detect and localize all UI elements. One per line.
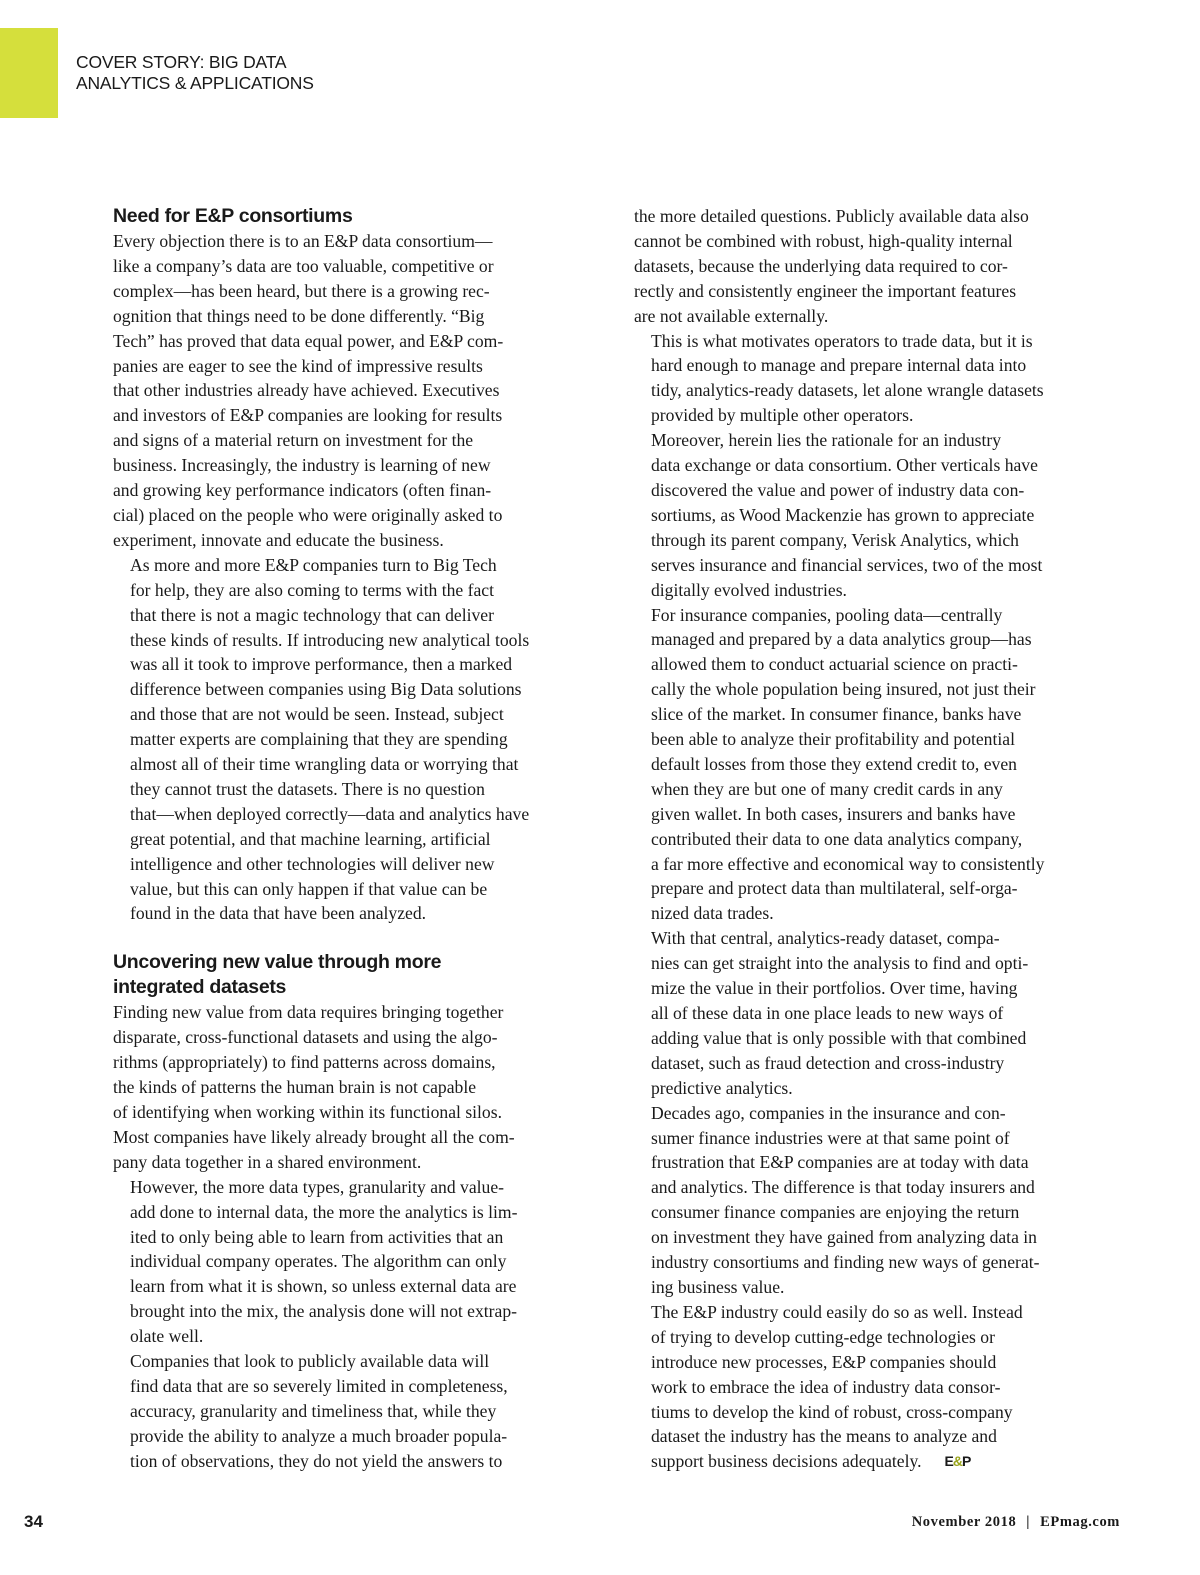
section-kicker-line-2: ANALYTICS & APPLICATIONS — [76, 73, 314, 93]
text-line: data exchange or data consortium. Other verticals have — [651, 455, 1038, 476]
text-line: and signs of a material return on investment for the — [113, 430, 474, 451]
paragraph — [634, 329, 1128, 429]
text-line: However, the more data types, granularity and value- — [130, 1176, 504, 1197]
text-line-with-end-mark — [634, 1449, 1128, 1474]
logo-letter: E — [944, 1453, 953, 1470]
section-color-tab — [0, 28, 58, 118]
text-line: dataset the industry has the means to analyze and — [651, 1426, 997, 1447]
text-line: discovered the value and power of industry data con- — [651, 479, 1025, 500]
paragraph — [634, 603, 1128, 927]
text-line: rithms (appropriately) to find patterns across domains, — [113, 1052, 496, 1073]
text-line: pany data together in a shared environment. — [113, 1151, 422, 1172]
text-line: serves insurance and financial services, two of the most — [651, 554, 1043, 575]
paragraph-final — [634, 1300, 1128, 1474]
text-line: these kinds of results. If introducing new analytical tools — [130, 629, 530, 650]
text-line: sumer finance industries were at that same point of — [651, 1127, 1010, 1148]
text-line: when they are but one of many credit cards in any — [651, 778, 1003, 799]
text-line: matter experts are complaining that they are spending — [130, 729, 508, 750]
text-line: industry consortiums and finding new ways of generat- — [651, 1252, 1040, 1273]
text-line: and growing key performance indicators (often finan- — [113, 480, 492, 501]
text-line: accuracy, granularity and timeliness that, while they — [130, 1400, 497, 1421]
text-line: disparate, cross-functional datasets and using the algo- — [113, 1027, 498, 1048]
text-line: hard enough to manage and prepare internal data into — [651, 355, 1027, 376]
text-line: ited to only being able to learn from activities that an — [130, 1226, 504, 1247]
text-line: Every objection there is to an E&P data consortium— — [113, 231, 493, 251]
heading-ep-consortiums: Need for E&P consortiums — [113, 205, 353, 227]
text-line: introduce new processes, E&P companies should — [651, 1351, 997, 1372]
text-line: predictive analytics. — [651, 1077, 793, 1098]
paragraph — [113, 1175, 603, 1349]
paragraph — [634, 1101, 1128, 1300]
text-line: value, but this can only happen if that value can be — [130, 878, 488, 899]
text-line: Finding new value from data requires bringing together — [113, 1002, 504, 1023]
text-line: consumer finance companies are enjoying the return — [651, 1202, 1020, 1223]
text-line: ing business value. — [651, 1276, 785, 1297]
text-line: tiums to develop the kind of robust, cross-company — [651, 1401, 1013, 1422]
text-line: difference between companies using Big Data solutions — [130, 679, 522, 700]
text-line: they cannot trust the datasets. There is no question — [130, 778, 485, 799]
text-line: and analytics. The difference is that today insurers and — [651, 1177, 1035, 1198]
text-line: sortiums, as Wood Mackenzie has grown to appreciate — [651, 504, 1035, 525]
text-line: digitally evolved industries. — [651, 579, 847, 600]
text-line: on investment they have gained from analyzing data in — [651, 1227, 1037, 1248]
text-line: Companies that look to publicly available data will — [130, 1351, 490, 1372]
text-line: tion of observations, they do not yield the answers to — [130, 1450, 503, 1471]
text-line: datasets, because the underlying data required to cor- — [634, 255, 1008, 276]
text-line: all of these data in one place leads to new ways of — [651, 1003, 1004, 1023]
text-line: default losses from those they extend credit to, even — [651, 753, 1017, 774]
paragraph — [113, 1000, 603, 1174]
text-line: nies can get straight into the analysis to find and opti- — [651, 953, 1029, 974]
text-line: like a company’s data are too valuable, competitive or — [113, 255, 494, 276]
text-line: dataset, such as fraud detection and cross-industry — [651, 1052, 1005, 1073]
text-line: almost all of their time wrangling data or worrying that — [130, 754, 519, 775]
footer-separator: | — [1026, 1514, 1031, 1530]
text-line: With that central, analytics-ready dataset, compa- — [651, 928, 1000, 949]
text-line: that—when deployed correctly—data and analytics have — [130, 803, 530, 824]
text-line: found in the data that have been analyzed. — [130, 903, 427, 924]
footer-issue-info — [912, 1514, 1120, 1531]
text-line: tidy, analytics-ready datasets, let alone wrangle datasets — [651, 380, 1044, 401]
text-line: support business decisions adequately. — [651, 1451, 922, 1472]
text-line: that other industries already have achieved. Executives — [113, 380, 500, 401]
text-line: intelligence and other technologies will deliver new — [130, 853, 495, 874]
paragraph — [113, 553, 603, 927]
text-line: and investors of E&P companies are looking for results — [113, 405, 503, 426]
text-line: of trying to develop cutting-edge technologies or — [651, 1326, 995, 1347]
website-link[interactable]: EPmag.com — [1040, 1514, 1120, 1530]
text-line: the kinds of patterns the human brain is not capable — [113, 1077, 477, 1098]
text-line: business. Increasingly, the industry is learning of new — [113, 455, 491, 476]
text-line: Moreover, herein lies the rationale for an industry — [651, 430, 1002, 451]
text-line: olate well. — [130, 1326, 204, 1347]
text-line: are not available externally. — [634, 305, 829, 326]
text-line: given wallet. In both cases, insurers and banks have — [651, 803, 1016, 824]
text-line: For insurance companies, pooling data—centrally — [651, 604, 1003, 625]
text-line: cial) placed on the people who were originally asked to — [113, 504, 503, 525]
text-line: Tech” has proved that data equal power, and E&P com- — [113, 330, 504, 351]
text-line: experiment, innovate and educate the business. — [113, 529, 444, 550]
text-line: nized data trades. — [651, 903, 774, 924]
text-line: complex—has been heard, but there is a growing rec- — [113, 280, 490, 301]
text-line: managed and prepared by a data analytics group—has — [651, 629, 1032, 650]
text-line: and those that are not would be seen. Instead, subject — [130, 704, 504, 725]
article-column-right — [634, 204, 1128, 1474]
text-line: prepare and protect data than multilateral, self-orga- — [651, 878, 1018, 899]
text-line: mize the value in their portfolios. Over time, having — [651, 978, 1018, 999]
ep-end-mark-logo — [928, 1449, 971, 1474]
text-line: contributed their data to one data analytics company, — [651, 828, 1023, 849]
text-line: a far more effective and economical way to consistently — [651, 853, 1045, 874]
text-line: learn from what it is shown, so unless external data are — [130, 1276, 517, 1297]
text-line: provide the ability to analyze a much broader popula- — [130, 1425, 508, 1446]
section-kicker — [76, 52, 314, 94]
logo-letter: & — [952, 1453, 963, 1470]
text-line: find data that are so severely limited in completeness, — [130, 1375, 508, 1396]
text-line: The E&P industry could easily do so as well. Instead — [651, 1301, 1023, 1322]
text-line: that there is not a magic technology that can deliver — [130, 604, 494, 625]
text-line: As more and more E&P companies turn to Big Tech — [130, 554, 497, 575]
text-line: rectly and consistently engineer the important features — [634, 280, 1017, 301]
text-line: provided by multiple other operators. — [651, 405, 914, 426]
text-line: was all it took to improve performance, then a marked — [130, 654, 513, 675]
paragraph — [634, 428, 1128, 602]
text-line: Decades ago, companies in the insurance and con- — [651, 1102, 1006, 1123]
text-line: brought into the mix, the analysis done will not extrap- — [130, 1301, 517, 1322]
text-line: been able to analyze their profitability and potential — [651, 729, 1015, 750]
text-line: panies are eager to see the kind of impressive results — [113, 355, 483, 376]
paragraph — [113, 1349, 603, 1474]
text-line: add done to internal data, the more the analytics is lim- — [130, 1201, 518, 1222]
page-number: 34 — [24, 1512, 43, 1531]
text-line: cally the whole population being insured, not just their — [651, 679, 1036, 700]
heading-line: Uncovering new value through more — [113, 951, 442, 974]
text-line: slice of the market. In consumer finance, banks have — [651, 704, 1022, 725]
text-line: ognition that things need to be done differently. “Big — [113, 305, 485, 326]
text-line: allowed them to conduct actuarial science on practi- — [651, 654, 1018, 675]
heading-line: integrated datasets — [113, 976, 287, 999]
text-line: This is what motivates operators to trade data, but it is — [651, 330, 1033, 351]
paragraph — [634, 204, 1128, 329]
text-line: for help, they are also coming to terms with the fact — [130, 579, 494, 600]
text-line: through its parent company, Verisk Analytics, which — [651, 529, 1019, 550]
section-kicker-line-1: COVER STORY: BIG DATA — [76, 52, 287, 72]
text-line: Most companies have likely already brought all the com- — [113, 1126, 515, 1147]
text-line: great potential, and that machine learning, artificial — [130, 828, 491, 849]
paragraph — [634, 926, 1128, 1100]
text-line: individual company operates. The algorithm can only — [130, 1251, 507, 1272]
article-column-left — [113, 204, 603, 1474]
heading-uncovering-value — [113, 950, 603, 1000]
logo-letter: P — [962, 1453, 971, 1470]
paragraph — [113, 229, 603, 553]
text-line: cannot be combined with robust, high-quality internal — [634, 230, 1013, 251]
text-line: of identifying when working within its functional silos. — [113, 1102, 502, 1122]
text-line: frustration that E&P companies are at today with data — [651, 1152, 1029, 1173]
issue-date: November 2018 — [911, 1514, 1017, 1530]
text-line: adding value that is only possible with that combined — [651, 1027, 1027, 1048]
text-line: work to embrace the idea of industry data consor- — [651, 1376, 1001, 1397]
text-line: the more detailed questions. Publicly available data also — [634, 206, 1029, 226]
